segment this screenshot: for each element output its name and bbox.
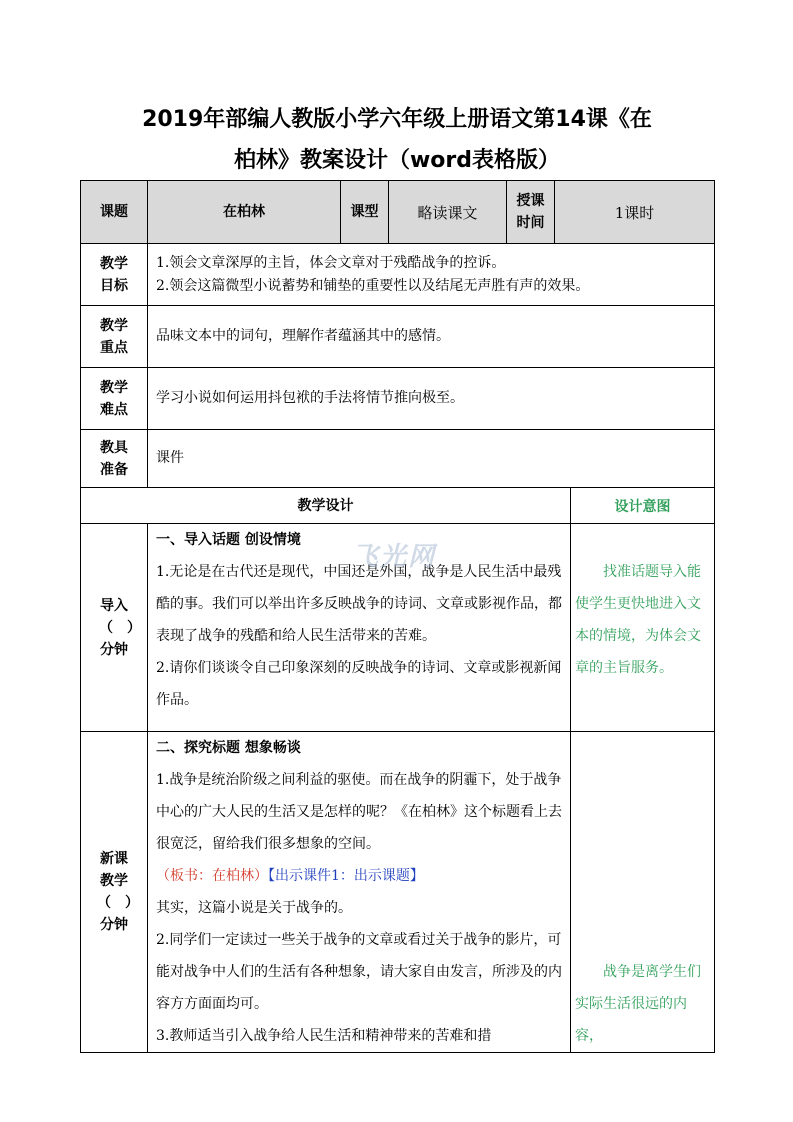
hours-label: 授课时间 <box>507 181 555 244</box>
topic-label: 课题 <box>81 181 148 244</box>
section-intro-intent: 找准话题导入能使学生更快地进入文本的情境，为体会文章的主旨服务。 <box>571 524 715 732</box>
lesson-plan-table <box>80 180 715 1053</box>
section-new-paragraph: 2.同学们一定读过一些关于战争的文章或看过关于战争的影片，可能对战争中人们的生活有各种想象，请大家自由发言，所涉及的内容方方面面均可。 <box>156 932 562 1012</box>
intent-label: 设计意图 <box>571 488 715 524</box>
tools-label: 教具准备 <box>81 430 148 488</box>
goals-cell <box>148 244 715 306</box>
courseware-note: 【出示课件1：出示课题】 <box>268 868 424 884</box>
goal-item: 1.领会文章深厚的主旨，体会文章对于残酷战争的控诉。 <box>156 254 506 271</box>
section-intro-content <box>148 524 571 732</box>
document-title-line-2: 柏林》教案设计（word表格版） <box>233 148 561 173</box>
section-new-paragraph: 3.教师适当引入战争给人民生活和精神带来的苦难和措 <box>156 1028 492 1044</box>
focus-row <box>81 306 715 368</box>
hours-value: 1课时 <box>555 181 715 244</box>
difficulty-label: 教学难点 <box>81 368 148 430</box>
goals-label: 教学目标 <box>81 244 148 306</box>
document-title-line-1: 2019年部编人教版小学六年级上册语文第14课《在 <box>142 107 652 132</box>
tools-text: 课件 <box>148 430 715 488</box>
watermark: 飞光网 <box>352 542 437 572</box>
section-new-label: 新课教学（ ）分钟 <box>81 732 148 1053</box>
board-note: （板书：在柏林） <box>156 868 268 884</box>
section-intro-label: 导入（ ）分钟 <box>81 524 148 732</box>
type-value: 略读课文 <box>389 181 507 244</box>
section-intro-row <box>81 524 715 732</box>
board-note-line <box>156 860 562 892</box>
type-label: 课型 <box>341 181 389 244</box>
section-new-paragraph: 1.战争是统治阶级之间利益的驱使。而在战争的阴霾下，处于战争中心的广大人民的生活又是怎样的呢？《在柏林》这个标题看上去很宽泛，留给我们很多想象的空间。 <box>156 772 562 852</box>
difficulty-row <box>81 368 715 430</box>
section-new-paragraph: 其实，这篇小说是关于战争的。 <box>156 900 352 916</box>
section-new-row <box>81 732 715 1053</box>
focus-label: 教学重点 <box>81 306 148 368</box>
section-new-heading: 二、探究标题 想象畅谈 <box>156 740 301 756</box>
focus-text: 品味文本中的词句，理解作者蕴涵其中的感情。 <box>148 306 715 368</box>
header-row <box>81 181 715 244</box>
goal-item: 2.领会这篇微型小说蓄势和铺垫的重要性以及结尾无声胜有声的效果。 <box>156 277 590 294</box>
difficulty-text: 学习小说如何运用抖包袱的手法将情节推向极至。 <box>148 368 715 430</box>
topic-value: 在柏林 <box>148 181 341 244</box>
section-intro-paragraph: 2.请你们谈谈令自己印象深刻的反映战争的诗词、文章或影视新闻作品。 <box>156 660 562 708</box>
tools-row <box>81 430 715 488</box>
design-header-row <box>81 488 715 524</box>
design-label: 教学设计 <box>81 488 571 524</box>
section-intro-heading: 一、导入话题 创设情境 <box>156 532 301 548</box>
goals-row <box>81 244 715 306</box>
section-new-content <box>148 732 571 1053</box>
section-intro-paragraph: 1.无论是在古代还是现代，中国还是外国，战争是人民生活中最残酷的事。我们可以举出许多反映战争的诗词、文章或影视作品，都表现了战争的残酷和给人民生活带来的苦难。 <box>156 564 562 644</box>
section-new-intent: 战争是离学生们实际生活很远的内容， <box>571 732 715 1053</box>
